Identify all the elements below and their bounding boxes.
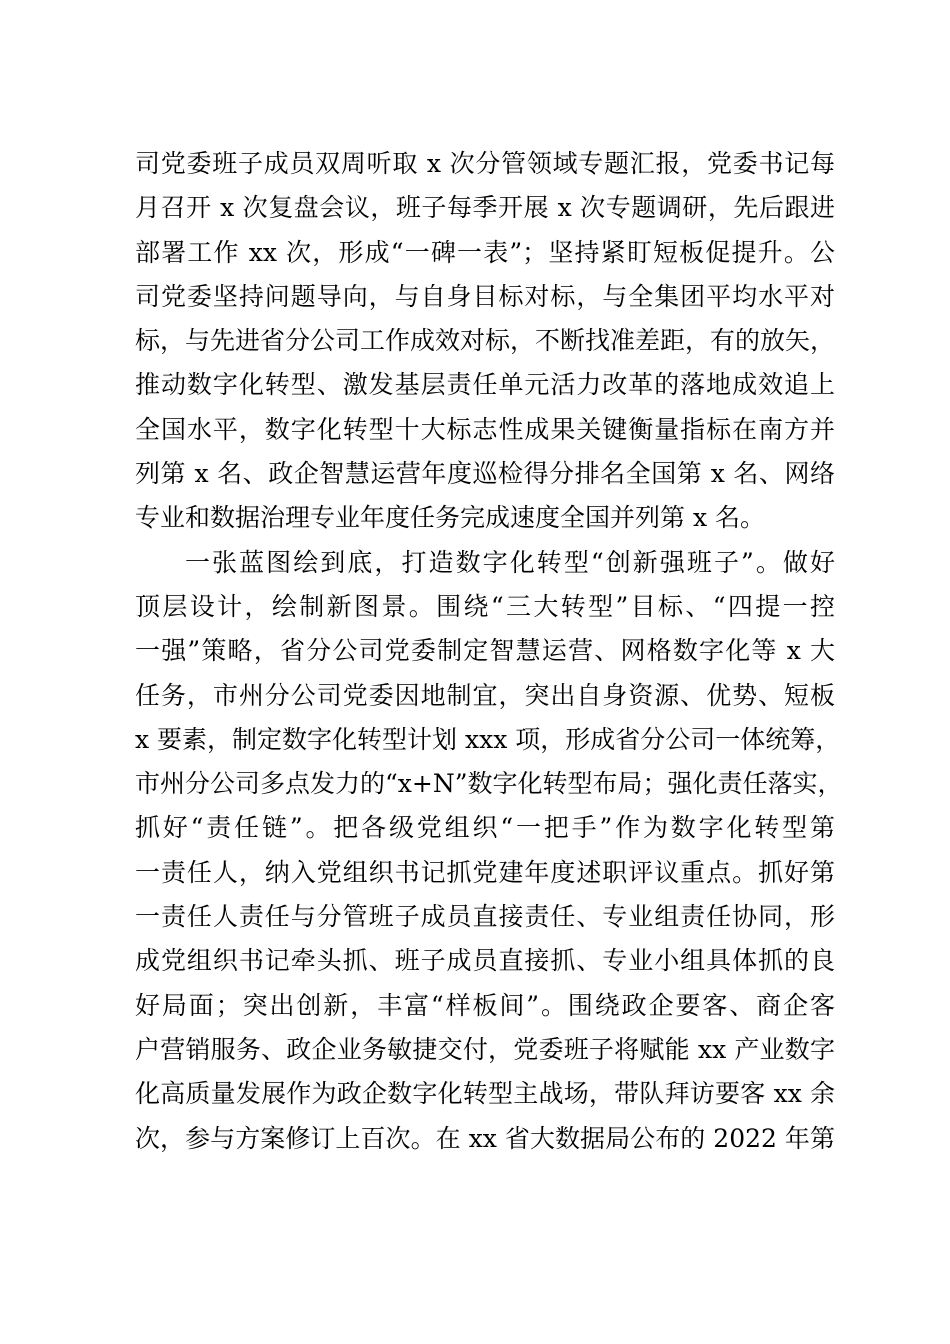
text-line: 户营销服务、政企业务敏捷交付，党委班子将赋能 xx 产业数字 (135, 1034, 835, 1064)
text-line: x 要素，制定数字化转型计划 xxx 项，形成省分公司一体统筹， (135, 724, 841, 754)
text-line: 列第 x 名、政企智慧运营年度巡检得分排名全国第 x 名、网络 (135, 459, 835, 489)
text-line: 司党委坚持问题导向，与自身目标对标，与全集团平均水平对 (135, 281, 835, 311)
text-line: 一强”策略，省分公司党委制定智慧运营、网格数字化等 x 大 (135, 636, 835, 666)
text-line: 抓好“责任链”。把各级党组织“一把手”作为数字化转型第 (135, 813, 835, 843)
text-line: 一张蓝图绘到底，打造数字化转型“创新强班子”。做好 (185, 547, 835, 577)
text-line: 一责任人责任与分管班子成员直接责任、专业组责任协同，形 (135, 902, 835, 932)
text-line: 次，参与方案修订上百次。在 xx 省大数据局公布的 2022 年第 (135, 1123, 835, 1153)
text-line: 标，与先进省分公司工作成效对标，不断找准差距，有的放矢， (135, 326, 836, 356)
text-line: 市州分公司多点发力的“x+N”数字化转型布局；强化责任落实， (135, 769, 843, 799)
text-line: 一责任人，纳入党组织书记抓党建年度述职评议重点。抓好第 (135, 857, 835, 887)
text-line: 全国水平，数字化转型十大标志性成果关键衡量指标在南方并 (135, 414, 835, 444)
text-line: 任务，市州分公司党委因地制宜，突出自身资源、优势、短板 (135, 680, 835, 710)
text-line: 成党组织书记牵头抓、班子成员直接抓、专业小组具体抓的良 (135, 946, 835, 976)
paragraph-1 (135, 142, 835, 541)
text-line: 专业和数据治理专业年度任务完成速度全国并列第 x 名。 (135, 503, 765, 533)
text-line: 顶层设计，绘制新图景。围绕“三大转型”目标、“四提一控 (135, 591, 835, 621)
text-line: 月召开 x 次复盘会议，班子每季开展 x 次专题调研，先后跟进 (135, 193, 835, 223)
text-line: 部署工作 xx 次，形成“一碑一表”；坚持紧盯短板促提升。公 (135, 237, 835, 267)
text-line: 好局面；突出创新，丰富“样板间”。围绕政企要客、商企客 (135, 990, 835, 1020)
text-line: 化高质量发展作为政企数字化转型主战场，带队拜访要客 xx 余 (135, 1079, 835, 1109)
paragraph-2 (135, 541, 843, 1161)
text-line: 推动数字化转型、激发基层责任单元活力改革的落地成效追上 (135, 370, 835, 400)
text-line: 司党委班子成员双周听取 x 次分管领域专题汇报，党委书记每 (135, 149, 835, 178)
body-text (135, 142, 843, 1161)
